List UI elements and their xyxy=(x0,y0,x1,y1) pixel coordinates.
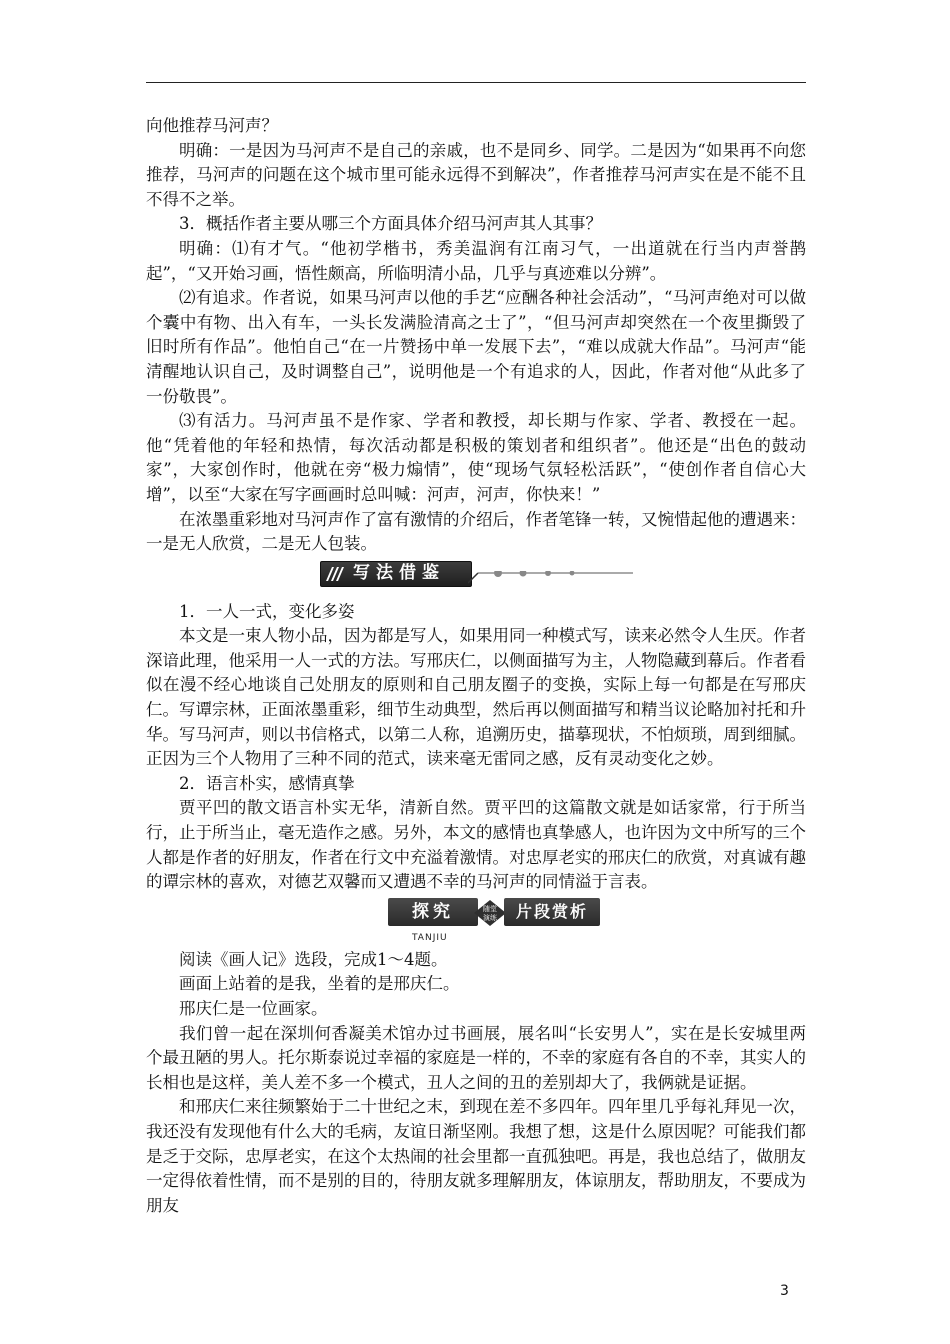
diamond-badge-icon xyxy=(474,900,506,926)
page-content xyxy=(146,114,806,1218)
paragraph: 贾平凹的散文语言朴实无华，清新自然。贾平凹的这篇散文就是如话家常，行于所当行，止于所当止，毫无造作之感。另外，本文的感情也真挚感人，也许因为文中所写的三个人都是作者的好朋友，作者在行文中充溢着激情。对忠厚老实的邢庆仁的欣赏，对真诚有趣的谭宗林的喜欢，对德艺双馨而又遭遇不幸的马河声的同情溢于言表。 xyxy=(146,798,806,892)
paragraph: 画面上站着的是我，坐着的是邢庆仁。 xyxy=(179,974,460,994)
paragraph: ⑶有活力。马河声虽不是作家、学者和教授，却长期与作家、学者、教授在一起。他“凭着他的年轻和热情，每次活动都是积极的策划者和组织者”。他还是“出色的鼓动家”，大家创作时，他就在旁“极力煽情”，使“现场气氛轻松活跃”，“使创作者自信心大增”，以至“大家在写字画画时总叫喊：河声，河声，你快来！” xyxy=(146,411,806,504)
paragraph: 1．一人一式，变化多姿 xyxy=(179,601,355,621)
header-rule xyxy=(146,82,806,83)
paragraph: 我们曾一起在深圳何香凝美术馆办过书画展，展名叫“长安男人”，实在是长安城里两个最丑陋的男人。托尔斯泰说过幸福的家庭是一样的，不幸的家庭有各自的不幸，其实人的长相也是这样，美人差不多一个模式，丑人之间的丑的差别却大了，我俩就是证据。 xyxy=(146,1023,806,1092)
dots-line-icon xyxy=(468,571,638,585)
paragraph: 向他推荐马河声？ xyxy=(146,116,278,135)
paragraph: 3．概括作者主要从哪三个方面具体介绍马河声其人其事？ xyxy=(179,214,602,234)
page-number: 3 xyxy=(780,1283,789,1299)
explore-mid-bottom: 演练 xyxy=(483,913,497,922)
writing-banner xyxy=(146,560,806,594)
explore-left-label: 探究 xyxy=(388,898,478,926)
paragraph: 邢庆仁是一位画家。 xyxy=(179,999,328,1018)
writing-paragraphs xyxy=(146,600,806,895)
paragraph: 明确：⑴有才气。“他初学楷书，秀美温润有江南习气，一出道就在行当内声誉鹊起”，“又开始习画，悟性颇高，所临明清小品，几乎与真迹难以分辨”。 xyxy=(146,238,806,283)
explore-banner xyxy=(146,898,806,942)
paragraph: ⑵有追求。作者说，如果马河声以他的手艺“应酬各种社会活动”，“马河声绝对可以做个囊中有物、出入有车，一头长发满脸清高之士了”，“但马河声却突然在一个夜里撕毁了旧时所有作品”。他怕自己“在一片赞扬中单一发展下去”，“难以成就大作品”。马河声“能清醒地认识自己，及时调整自己”，说明他是一个有追求的人，因此，作者对他“从此多了一份敬畏”。 xyxy=(146,288,806,406)
paragraph: 明确：一是因为马河声不是自己的亲戚，也不是同乡、同学。二是因为“如果再不向您推荐，马河声的问题在这个城市里可能永远得不到解决”，作者推荐马河声实在是不能不且不得不之举。 xyxy=(146,140,806,209)
paragraph: 本文是一束人物小品，因为都是写人，如果用同一种模式写，读来必然令人生厌。作者深谙此理，他采用一人一式的方法。写邢庆仁，以侧面描写为主，人物隐藏到幕后。作者看似在漫不经心地谈自己处朋友的原则和自己朋友圈子的变换，实际上每一句都是在写邢庆仁。写谭宗林，正面浓墨重彩，细节生动典型，然后再以侧面描写和精当议论略加衬托和升华。写马河声，则以书信格式，以第二人称，追溯历史，描摹现状，不怕烦琐，周到细腻。正因为三个人物用了三种不同的范式，读来毫无雷同之感，反有灵动变化之妙。 xyxy=(146,626,806,769)
paragraph: 和邢庆仁来往频繁始于二十世纪之末，到现在差不多四年。四年里几乎每礼拜见一次，我还没有发现他有什么大的毛病，友谊日渐坚刚。我想了想，这是什么原因呢？可能我们都是乏于交际，忠厚老实，在这个太热闹的社会里都一直孤独吧。再是，我也总结了，做朋友一定得依着性情，而不是别的目的，待朋友就多理解朋友，体谅朋友，帮助朋友，不要成为朋友 xyxy=(146,1097,806,1215)
paragraph: 2．语言朴实，感情真挚 xyxy=(179,773,355,793)
explore-sub-label: TANJIU xyxy=(412,932,448,943)
paragraph: 阅读《画人记》选段，完成1～4题。 xyxy=(179,949,448,969)
explore-paragraphs xyxy=(146,948,806,1219)
stripes-icon xyxy=(321,562,349,586)
explore-right-label: 片段赏析 xyxy=(504,898,600,926)
top-paragraphs xyxy=(146,114,806,557)
writing-section-title: 写法借鉴 xyxy=(353,563,445,584)
paragraph: 在浓墨重彩地对马河声作了富有激情的介绍后，作者笔锋一转，又惋惜起他的遭遇来：一是无人欣赏，二是无人包装。 xyxy=(146,509,806,554)
explore-mid-top: 随堂 xyxy=(483,904,497,913)
